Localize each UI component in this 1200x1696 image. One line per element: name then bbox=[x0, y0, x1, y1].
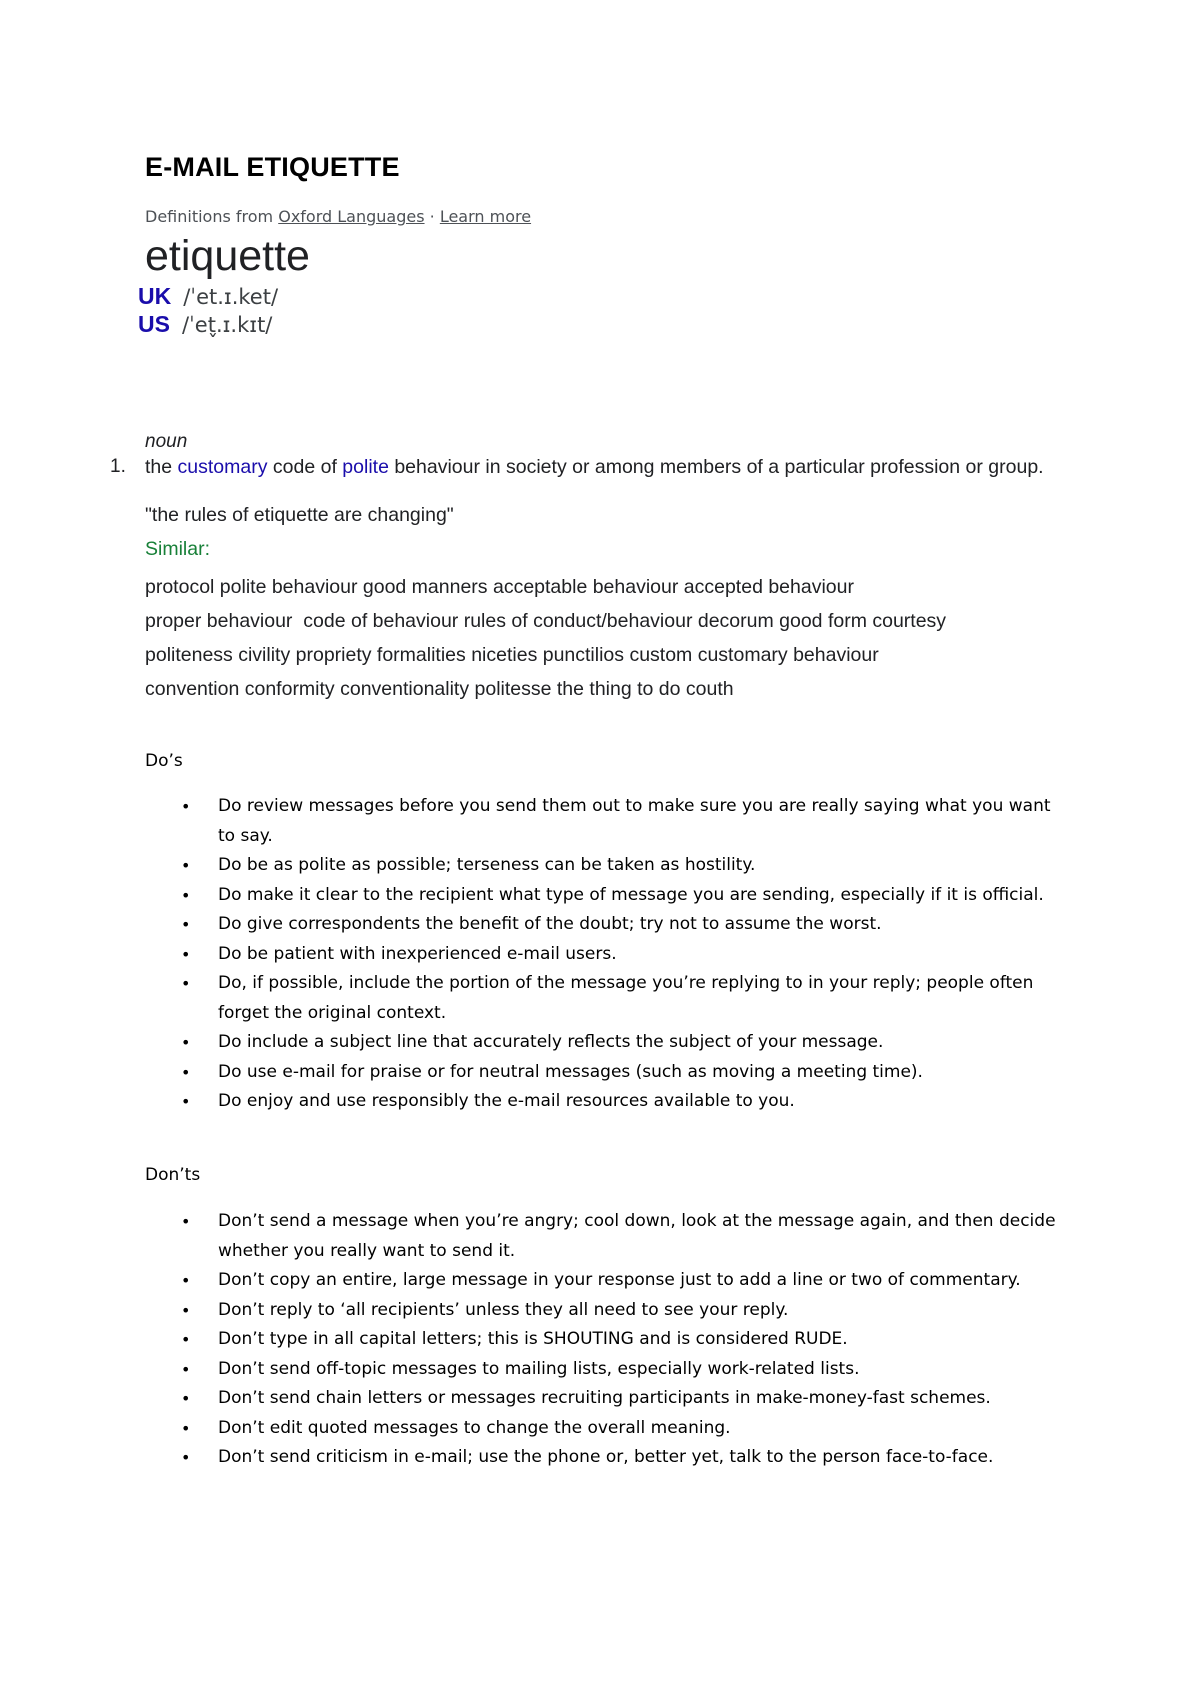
list-item-text: Do use e-mail for praise or for neutral messages (such as moving a meeting time). bbox=[218, 1061, 923, 1082]
bullet-icon: • bbox=[181, 1092, 191, 1111]
bullet-icon: • bbox=[181, 1062, 191, 1082]
synonym-line: convention conformity conventionality politesse the thing to do couth bbox=[145, 678, 734, 700]
list-item-text: Don’t reply to ‘all recipients’ unless they all need to see your reply. bbox=[218, 1299, 789, 1320]
list-item-text: Do be patient with inexperienced e-mail users. bbox=[218, 943, 617, 964]
part-of-speech: noun bbox=[145, 431, 188, 452]
list-item-text: Do include a subject line that accurately reflects the subject of your message. bbox=[218, 1032, 884, 1052]
pronunciation-uk bbox=[138, 283, 278, 310]
list-item-text: Don’t edit quoted messages to change the overall meaning. bbox=[218, 1417, 731, 1438]
list-item-text: Don’t send criticism in e-mail; use the phone or, better yet, talk to the person face-to-face. bbox=[218, 1447, 994, 1467]
bullet-icon: • bbox=[181, 1330, 191, 1349]
list-item-text: Don’t send a message when you’re angry; cool down, look at the message again, and then decide whether you really want to send it. bbox=[218, 1211, 1056, 1261]
list-item bbox=[0, 1266, 1058, 1296]
bullet-icon: • bbox=[181, 1033, 191, 1052]
definitions-prefix: Definitions from bbox=[145, 207, 279, 226]
bullet-icon: • bbox=[181, 885, 191, 905]
list-item bbox=[0, 792, 1058, 851]
list-item bbox=[0, 1087, 1058, 1117]
definition-text bbox=[145, 456, 1085, 478]
list-item bbox=[0, 1443, 1058, 1473]
definition-part: the bbox=[145, 456, 178, 478]
oxford-languages-link[interactable]: Oxford Languages bbox=[278, 207, 425, 226]
synonym-line: politeness civility propriety formalities niceties punctilios custom customary behaviour bbox=[145, 644, 879, 666]
donts-list bbox=[0, 1207, 1200, 1473]
bullet-icon: • bbox=[181, 856, 191, 875]
list-item-text: Do make it clear to the recipient what type of message you are sending, especially if it is official. bbox=[218, 884, 1044, 905]
list-item-text: Do review messages before you send them out to make sure you are really saying what you want to say. bbox=[218, 796, 1051, 846]
usage-example: "the rules of etiquette are changing" bbox=[145, 504, 454, 526]
list-item bbox=[0, 851, 1058, 881]
customary-link[interactable]: customary bbox=[177, 456, 268, 478]
ipa-text: /ˈet.ɪ.ket/ bbox=[183, 285, 279, 309]
bullet-icon: • bbox=[181, 1359, 191, 1379]
list-item-text: Do, if possible, include the portion of the message you’re replying to in your reply; people often forget the original context. bbox=[218, 973, 1034, 1023]
definition-part: code of bbox=[267, 456, 343, 478]
similar-label: Similar: bbox=[145, 538, 211, 560]
definitions-source-line bbox=[145, 207, 531, 226]
donts-heading: Don’ts bbox=[145, 1165, 201, 1185]
list-item-text: Do be as polite as possible; terseness can be taken as hostility. bbox=[218, 855, 756, 875]
list-item bbox=[0, 1058, 1058, 1088]
list-item-text: Don’t send chain letters or messages recruiting participants in make-money-fast schemes. bbox=[218, 1388, 991, 1408]
bullet-icon: • bbox=[181, 1300, 191, 1320]
list-item bbox=[0, 910, 1058, 940]
list-item bbox=[0, 881, 1058, 911]
bullet-icon: • bbox=[181, 915, 191, 934]
polite-link[interactable]: polite bbox=[342, 456, 389, 478]
bullet-icon: • bbox=[181, 974, 191, 993]
region-label: UK bbox=[138, 283, 172, 309]
list-item-text: Don’t type in all capital letters; this is SHOUTING and is considered RUDE. bbox=[218, 1329, 848, 1349]
list-item-text: Do give correspondents the benefit of the doubt; try not to assume the worst. bbox=[218, 914, 882, 934]
bullet-icon: • bbox=[181, 1271, 191, 1290]
list-item-text: Do enjoy and use responsibly the e-mail resources available to you. bbox=[218, 1091, 795, 1111]
list-item bbox=[0, 969, 1058, 1028]
list-item bbox=[0, 1325, 1058, 1355]
region-label: US bbox=[138, 311, 170, 337]
bullet-icon: • bbox=[181, 944, 191, 964]
list-item-text: Don’t send off-topic messages to mailing lists, especially work-related lists. bbox=[218, 1358, 860, 1379]
list-item bbox=[0, 1355, 1058, 1385]
bullet-icon: • bbox=[181, 797, 191, 816]
list-item bbox=[0, 1207, 1058, 1266]
separator: · bbox=[424, 207, 440, 226]
bullet-icon: • bbox=[181, 1389, 191, 1408]
headword: etiquette bbox=[145, 232, 310, 280]
learn-more-link[interactable]: Learn more bbox=[439, 207, 532, 226]
bullet-icon: • bbox=[181, 1212, 191, 1231]
synonym-line: proper behaviour code of behaviour rules of conduct/behaviour decorum good form courtesy bbox=[145, 610, 947, 632]
list-item bbox=[0, 1384, 1058, 1414]
definition-part: behaviour in society or among members of a particular profession or group. bbox=[388, 456, 1044, 478]
sense-number: 1. bbox=[110, 456, 126, 477]
synonym-line: protocol polite behaviour good manners acceptable behaviour accepted behaviour bbox=[145, 576, 854, 598]
list-item bbox=[0, 940, 1058, 970]
ipa-text: /ˈet̬.ɪ.kɪt/ bbox=[181, 313, 273, 337]
list-item bbox=[0, 1028, 1058, 1058]
dos-list bbox=[0, 792, 1200, 1117]
list-item bbox=[0, 1296, 1058, 1326]
pronunciation-us bbox=[138, 311, 272, 338]
list-item-text: Don’t copy an entire, large message in your response just to add a line or two of commentary. bbox=[218, 1270, 1021, 1290]
list-item bbox=[0, 1414, 1058, 1444]
document-title: E-MAIL ETIQUETTE bbox=[145, 152, 400, 182]
bullet-icon: • bbox=[181, 1418, 191, 1438]
bullet-icon: • bbox=[181, 1448, 191, 1467]
dos-heading: Do’s bbox=[145, 751, 183, 771]
